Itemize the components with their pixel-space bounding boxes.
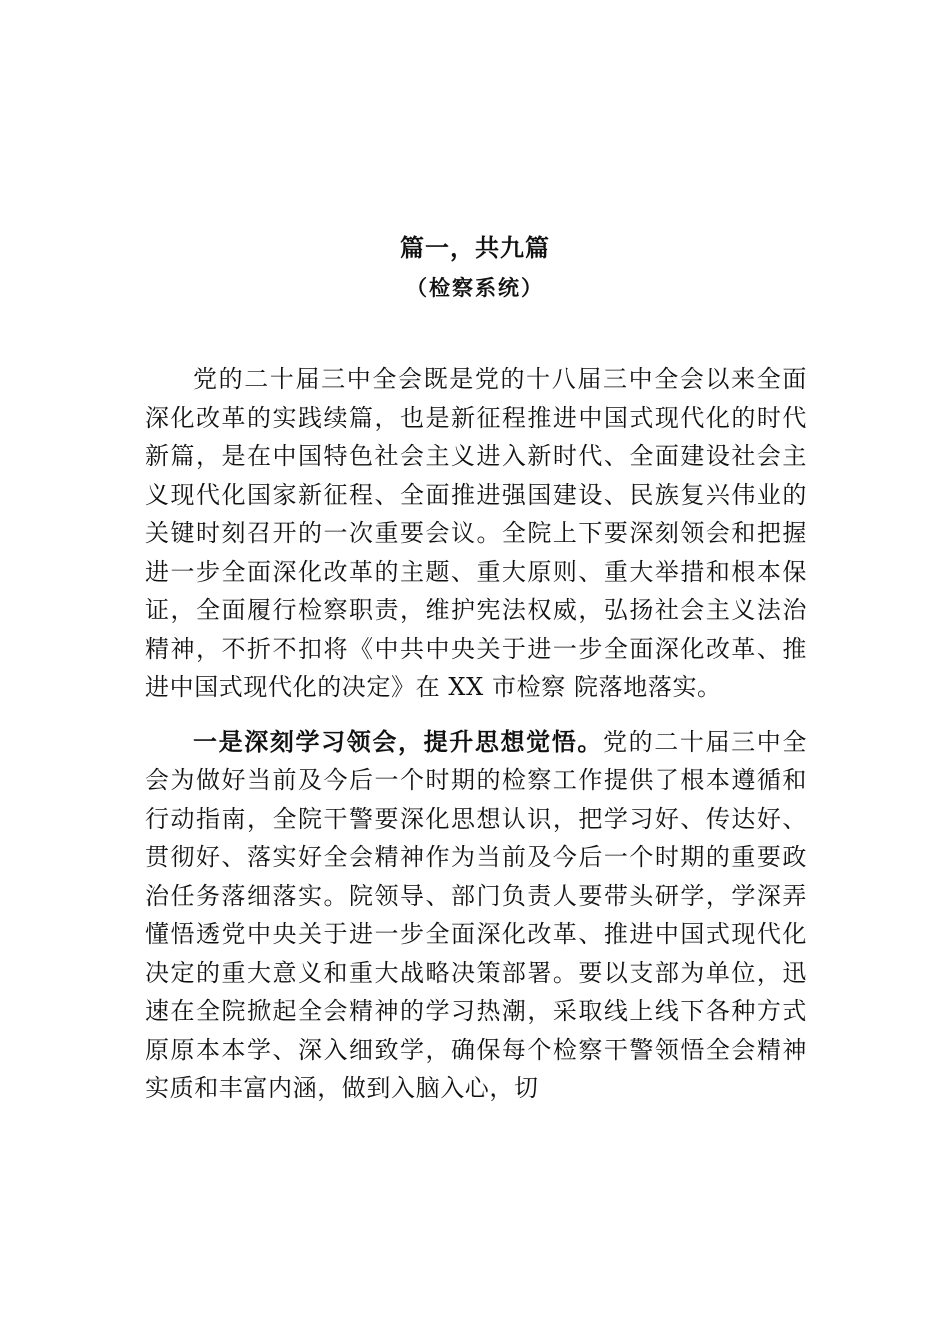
paragraph-study — [145, 723, 807, 1108]
paragraph-study-text: 党的二十届三中全会为做好当前及今后一个时期的检察工作提供了根本遵循和行动指南，全院干警要深化思想认识，把学习好、传达好、贯彻好、落实好全会精神作为当前及今后一个时期的重要政治任务落细落实。院领导、部门负责人要带头研学，学深弄懂悟透党中央关于进一步全面深化改革、推进中国式现代化决定的重大意义和重大战略决策部署。要以支部为单位，迅速在全院掀起全会精神的学习热潮，采取线上线下各种方式原原本本学、深入细致学，确保每个检察干警领悟全会精神实质和丰富内涵，做到入脑入心，切 — [145, 727, 807, 1102]
paragraph-study-heading: 一是深刻学习领会，提升思想觉悟。 — [193, 726, 604, 756]
document-title: 篇一，共九篇 — [400, 234, 550, 262]
paragraph-intro: 党的二十届三中全会既是党的十八届三中全会以来全面深化改革的实践续篇，也是新征程推进中国式现代化的时代新篇，是在中国特色社会主义进入新时代、全面建设社会主义现代化国家新征程、全面推进强国建设、民族复兴伟业的关键时刻召开的一次重要会议。全院上下要深刻领会和把握进一步全面深化改革的主题、重大原则、重大举措和根本保证，全面履行检察职责，维护宪法权威，弘扬社会主义法治精神，不折不扣将《中共中央关于进一步全面深化改革、推进中国式现代化的决定》在 XX 市检察 院落地落实。 — [145, 365, 807, 701]
document-body — [145, 360, 807, 1108]
document-subtitle: （检察系统） — [406, 275, 544, 300]
